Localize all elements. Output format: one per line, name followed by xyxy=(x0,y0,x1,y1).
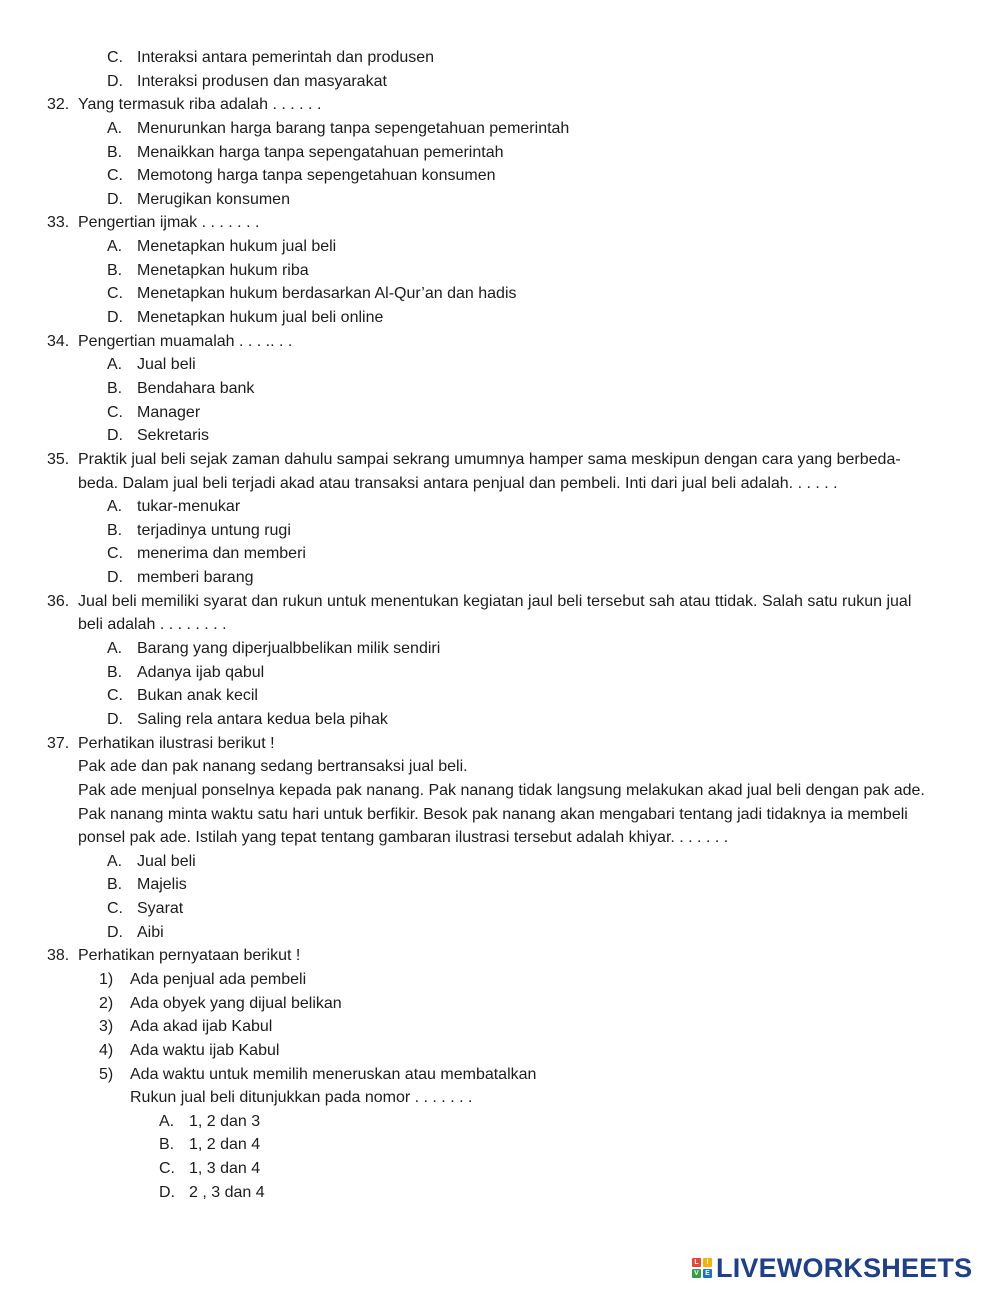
answer-option xyxy=(0,495,1000,519)
answer-option xyxy=(0,401,1000,425)
item-text: Syarat xyxy=(137,900,184,918)
item-label: D. xyxy=(107,569,123,587)
answer-option xyxy=(0,708,1000,732)
question-number: 34. xyxy=(47,332,70,350)
item-text: Praktik jual beli sejak zaman dahulu sampai sekrang umumnya hamper sama meskipun dengan cara yang berbeda- xyxy=(78,450,901,468)
item-text: Barang yang diperjualbbelikan milik sendiri xyxy=(137,640,441,658)
item-label: 2) xyxy=(99,994,114,1012)
item-label: A. xyxy=(107,498,123,516)
question xyxy=(0,93,1000,117)
item-text: tukar-menukar xyxy=(137,498,241,516)
item-text: Menetapkan hukum riba xyxy=(137,261,309,279)
item-text: Pengertian muamalah . . . .. . . xyxy=(78,332,293,350)
item-text: Adanya ijab qabul xyxy=(137,663,265,681)
question-text-continued xyxy=(0,803,1000,827)
item-label: C. xyxy=(107,545,123,563)
question-number: 33. xyxy=(47,214,70,232)
question-text-continued xyxy=(0,779,1000,803)
item-text: Memotong harga tanpa sepengetahuan konsumen xyxy=(137,167,496,185)
item-label: D. xyxy=(107,710,123,728)
item-text: Menetapkan hukum berdasarkan Al-Qur’an dan hadis xyxy=(137,285,517,303)
item-text: Ada waktu ijab Kabul xyxy=(130,1041,280,1059)
item-text: Ada penjual ada pembeli xyxy=(130,970,307,988)
question-text-continued xyxy=(0,755,1000,779)
item-label: C. xyxy=(107,285,123,303)
answer-option xyxy=(0,353,1000,377)
item-text: Majelis xyxy=(137,876,187,894)
question xyxy=(0,590,1000,614)
answer-option xyxy=(0,921,1000,945)
item-text: Menaikkan harga tanpa sepengatahuan pemerintah xyxy=(137,143,504,161)
answer-option xyxy=(0,542,1000,566)
item-label: A. xyxy=(107,119,123,137)
item-text: Jual beli memiliki syarat dan rukun untuk menentukan kegiatan jaul beli tersebut sah atau ttidak. Salah satu rukun jual xyxy=(78,592,912,610)
statement-item xyxy=(0,992,1000,1016)
statement-item xyxy=(0,1015,1000,1039)
answer-option xyxy=(0,1181,1000,1205)
question-text-continued xyxy=(0,472,1000,496)
statement-prompt xyxy=(0,1086,1000,1110)
item-label: B. xyxy=(107,261,123,279)
item-text: Bukan anak kecil xyxy=(137,687,258,705)
item-text: Aibi xyxy=(137,923,164,941)
worksheet-page xyxy=(0,46,1000,1204)
answer-option xyxy=(0,164,1000,188)
item-text: 1, 2 dan 3 xyxy=(189,1112,261,1130)
item-label: D. xyxy=(107,923,123,941)
question-number: 32. xyxy=(47,96,70,114)
item-label: B. xyxy=(107,143,123,161)
item-text: Pak ade dan pak nanang sedang bertransaksi jual beli. xyxy=(78,758,468,776)
item-label: B. xyxy=(107,521,123,539)
answer-option xyxy=(0,46,1000,70)
answer-option xyxy=(0,141,1000,165)
item-text: 1, 3 dan 4 xyxy=(189,1160,261,1178)
item-label: 4) xyxy=(99,1041,114,1059)
answer-option xyxy=(0,661,1000,685)
item-text: beli adalah . . . . . . . . xyxy=(78,616,227,634)
item-label: 3) xyxy=(99,1018,114,1036)
item-label: A. xyxy=(107,852,123,870)
item-label: D. xyxy=(159,1183,175,1201)
item-label: A. xyxy=(159,1112,175,1130)
item-text: Ada waktu untuk memilih meneruskan atau membatalkan xyxy=(130,1065,537,1083)
item-text: Ada akad ijab Kabul xyxy=(130,1018,273,1036)
item-label: C. xyxy=(107,49,123,66)
item-text: Merugikan konsumen xyxy=(137,190,290,208)
item-text: Interaksi antara pemerintah dan produsen xyxy=(137,49,435,66)
item-label: 1) xyxy=(99,970,114,988)
item-label: A. xyxy=(107,356,123,374)
answer-option xyxy=(0,282,1000,306)
answer-option xyxy=(0,1110,1000,1134)
item-label: D. xyxy=(107,72,123,90)
item-text: Perhatikan pernyataan berikut ! xyxy=(78,947,301,965)
answer-option xyxy=(0,1157,1000,1181)
liveworksheets-logo[interactable] xyxy=(692,1253,972,1283)
item-label: D. xyxy=(107,309,123,327)
question-number: 37. xyxy=(47,734,70,752)
answer-option xyxy=(0,377,1000,401)
question xyxy=(0,448,1000,472)
item-text: Interaksi produsen dan masyarakat xyxy=(137,72,387,90)
question-number: 38. xyxy=(47,947,70,965)
item-text: Pak nanang minta waktu satu hari untuk berfikir. Besok pak nanang akan mengabari tentang jadi tidaknya ia membeli xyxy=(78,805,908,823)
item-text: menerima dan memberi xyxy=(137,545,306,563)
item-label: 5) xyxy=(99,1065,114,1083)
item-label: C. xyxy=(107,687,123,705)
answer-option xyxy=(0,684,1000,708)
answer-option xyxy=(0,897,1000,921)
item-text: Bendahara bank xyxy=(137,379,255,397)
statement-item xyxy=(0,1063,1000,1087)
logo-mark-letter: I xyxy=(703,1258,712,1267)
item-text: Menetapkan hukum jual beli xyxy=(137,238,337,256)
item-text: Jual beli xyxy=(137,852,196,870)
item-text: Yang termasuk riba adalah . . . . . . xyxy=(78,96,322,114)
item-label: B. xyxy=(107,663,123,681)
item-label: A. xyxy=(107,238,123,256)
item-text: Ada obyek yang dijual belikan xyxy=(130,994,342,1012)
item-text: Menurunkan harga barang tanpa sepengetahuan pemerintah xyxy=(137,119,570,137)
answer-option xyxy=(0,873,1000,897)
logo-mark-icon xyxy=(692,1258,712,1278)
item-text: Sekretaris xyxy=(137,427,210,445)
item-text: Jual beli xyxy=(137,356,196,374)
item-label: C. xyxy=(107,403,123,421)
item-text: terjadinya untung rugi xyxy=(137,521,291,539)
item-text: 1, 2 dan 4 xyxy=(189,1136,261,1154)
answer-option xyxy=(0,519,1000,543)
answer-option xyxy=(0,188,1000,212)
answer-option xyxy=(0,70,1000,94)
item-text: Manager xyxy=(137,403,201,421)
answer-option xyxy=(0,259,1000,283)
item-text: 2 , 3 dan 4 xyxy=(189,1183,265,1201)
item-label: B. xyxy=(107,379,123,397)
item-label: D. xyxy=(107,427,123,445)
question xyxy=(0,211,1000,235)
item-label: B. xyxy=(159,1136,175,1154)
item-label: A. xyxy=(107,640,123,658)
item-text: Rukun jual beli ditunjukkan pada nomor . . . . . . . xyxy=(130,1089,473,1107)
question-number: 35. xyxy=(47,450,70,468)
answer-option xyxy=(0,1133,1000,1157)
answer-option xyxy=(0,637,1000,661)
item-text: Perhatikan ilustrasi berikut ! xyxy=(78,734,275,752)
logo-mark-letter: V xyxy=(692,1269,701,1278)
item-text: beda. Dalam jual beli terjadi akad atau transaksi antara penjual dan pembeli. Inti dari jual beli adalah. . . . . . xyxy=(78,474,838,492)
question-number: 36. xyxy=(47,592,70,610)
statement-item xyxy=(0,968,1000,992)
item-label: D. xyxy=(107,190,123,208)
item-label: C. xyxy=(107,900,123,918)
question xyxy=(0,732,1000,756)
answer-option xyxy=(0,306,1000,330)
item-text: Pak ade menjual ponselnya kepada pak nanang. Pak nanang tidak langsung melakukan akad jual beli dengan pak ade. xyxy=(78,781,925,799)
logo-mark-letter: L xyxy=(692,1258,701,1267)
logo-mark-letter: E xyxy=(703,1269,712,1278)
item-label: C. xyxy=(159,1160,175,1178)
question xyxy=(0,330,1000,354)
item-text: memberi barang xyxy=(137,569,254,587)
answer-option xyxy=(0,566,1000,590)
answer-option xyxy=(0,117,1000,141)
item-text: Pengertian ijmak . . . . . . . xyxy=(78,214,260,232)
answer-option xyxy=(0,424,1000,448)
logo-text: LIVEWORKSHEETS xyxy=(716,1252,973,1283)
question-text-continued xyxy=(0,613,1000,637)
item-text: Saling rela antara kedua bela pihak xyxy=(137,710,388,728)
item-text: ponsel pak ade. Istilah yang tepat tentang gambaran ilustrasi tersebut adalah khiyar. . . . . . . xyxy=(78,829,729,847)
statement-item xyxy=(0,1039,1000,1063)
answer-option xyxy=(0,850,1000,874)
question xyxy=(0,944,1000,968)
answer-option xyxy=(0,235,1000,259)
item-label: C. xyxy=(107,167,123,185)
item-label: B. xyxy=(107,876,123,894)
item-text: Menetapkan hukum jual beli online xyxy=(137,309,384,327)
question-text-continued xyxy=(0,826,1000,850)
